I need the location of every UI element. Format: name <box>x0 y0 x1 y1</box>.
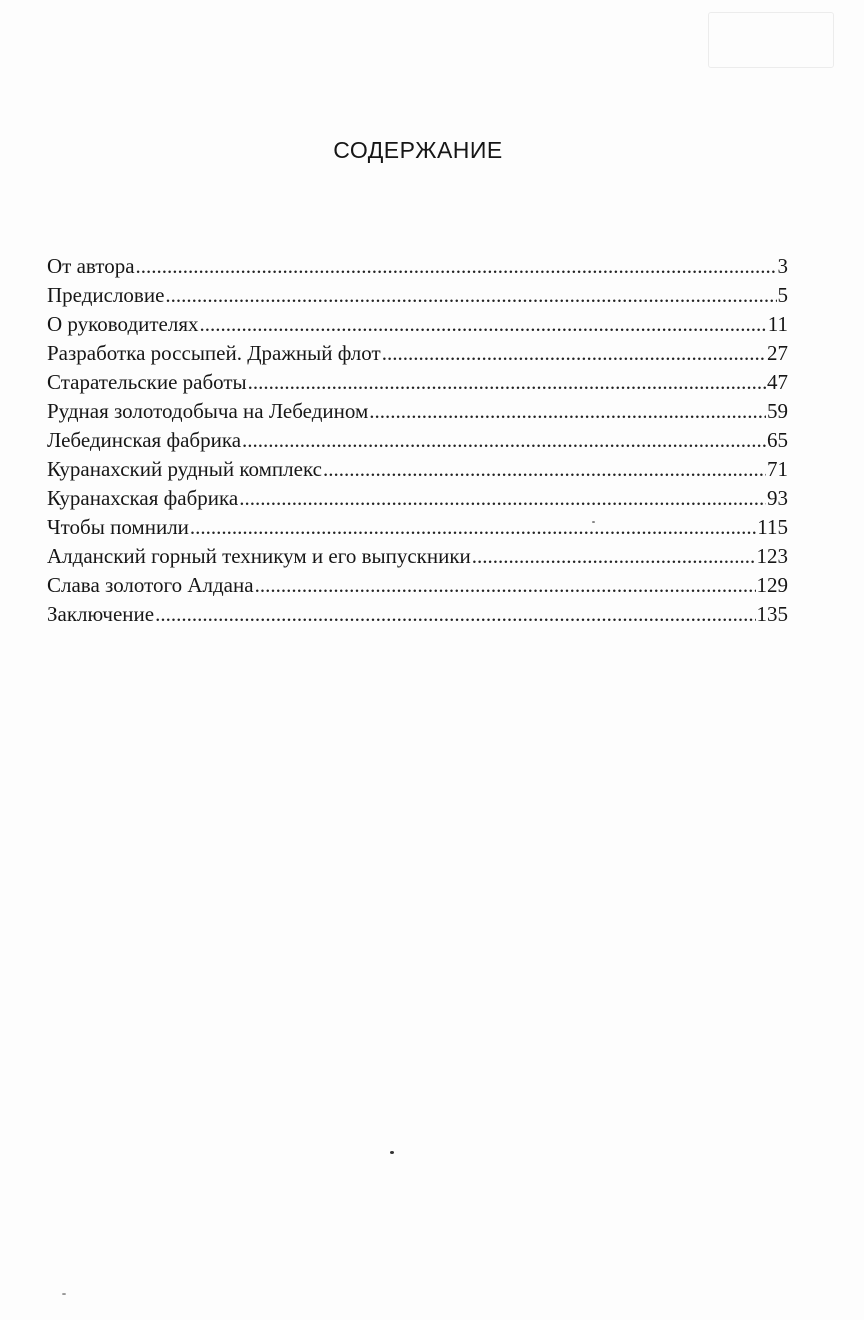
toc-entry-page: 27 <box>767 341 788 365</box>
toc-entry[interactable] <box>47 426 788 455</box>
toc-entry-title: О руководителях <box>47 312 199 336</box>
toc-dot-leader <box>255 571 756 600</box>
toc-entry-page: 59 <box>767 399 788 423</box>
toc-entry-page: 71 <box>767 457 788 481</box>
toc-entry-title: Разработка россыпей. Дражный флот <box>47 341 381 365</box>
page-title: СОДЕРЖАНИЕ <box>333 137 503 163</box>
toc-entry[interactable] <box>47 339 788 368</box>
toc-dot-leader <box>323 455 766 484</box>
toc-entry-title: Куранахский рудный комплекс <box>47 457 322 481</box>
toc-entry[interactable] <box>47 513 788 542</box>
toc-entry-page: 93 <box>767 486 788 510</box>
toc-entry[interactable] <box>47 397 788 426</box>
toc-entry[interactable] <box>47 252 788 281</box>
toc-entry-page: 11 <box>767 312 788 336</box>
toc-dot-leader <box>248 368 766 397</box>
toc-dot-leader <box>382 339 766 368</box>
toc-entry-title: Рудная золотодобыча на Лебедином <box>47 399 369 423</box>
corner-stamp <box>708 12 834 68</box>
toc-entry[interactable] <box>47 484 788 513</box>
toc-entry[interactable] <box>47 455 788 484</box>
toc-dot-leader <box>369 397 766 426</box>
toc-entry[interactable] <box>47 310 788 339</box>
toc-entry-page: 123 <box>756 544 788 568</box>
toc-entry[interactable] <box>47 571 788 600</box>
print-speck <box>390 1151 394 1154</box>
toc-entry-title: От автора <box>47 254 135 278</box>
toc-dot-leader <box>239 484 766 513</box>
toc-entry-title: Чтобы помнили <box>47 515 189 539</box>
toc-dot-leader <box>136 252 777 281</box>
toc-entry-page: 47 <box>767 370 788 394</box>
toc-dot-leader <box>190 513 756 542</box>
toc-entry-title: Предисловие <box>47 283 165 307</box>
toc-entry[interactable] <box>47 600 788 629</box>
toc-dot-leader <box>165 281 776 310</box>
toc-entry-title: Лебединская фабрика <box>47 428 242 452</box>
toc-entry-page: 129 <box>756 573 788 597</box>
table-of-contents <box>47 252 788 629</box>
toc-entry-title: Слава золотого Алдана <box>47 573 254 597</box>
toc-entry-title: Заключение <box>47 602 155 626</box>
toc-entry-page: 5 <box>777 283 788 307</box>
toc-entry-page: 65 <box>767 428 788 452</box>
toc-entry[interactable] <box>47 281 788 310</box>
print-speck <box>62 1293 66 1295</box>
toc-entry-page: 3 <box>777 254 788 278</box>
toc-dot-leader <box>242 426 766 455</box>
toc-dot-leader <box>472 542 756 571</box>
toc-entry-title: Куранахская фабрика <box>47 486 239 510</box>
toc-dot-leader <box>200 310 767 339</box>
toc-entry[interactable] <box>47 542 788 571</box>
toc-entry[interactable] <box>47 368 788 397</box>
toc-dot-leader <box>155 600 755 629</box>
toc-entry-page: 115 <box>757 515 788 539</box>
print-speck <box>592 521 595 523</box>
toc-entry-title: Алданский горный техникум и его выпускники <box>47 544 471 568</box>
toc-entry-page: 135 <box>756 602 788 626</box>
toc-entry-title: Старательские работы <box>47 370 247 394</box>
